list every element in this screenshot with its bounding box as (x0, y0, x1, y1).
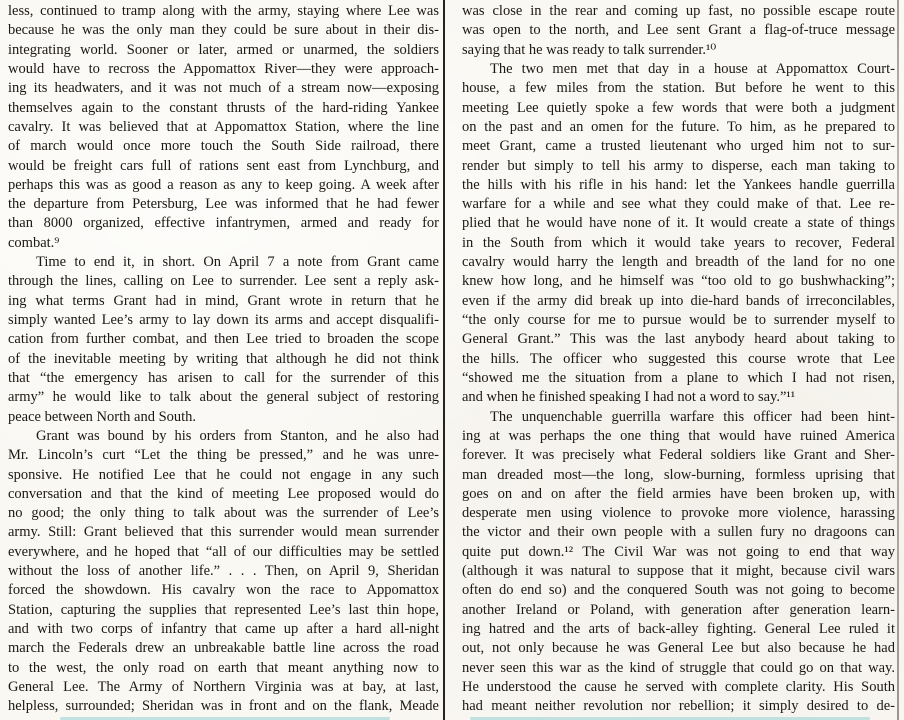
text-line: the hills. The officer who suggested this course wrote that Lee (462, 350, 895, 367)
text-line: in the South from which it would take years to recover, Federal (462, 234, 895, 251)
text-line: no good; the only thing to talk about was the surrender of Lee’s (8, 505, 439, 522)
text-line: never seen this war as the kind of struggle that could go on that way. (462, 659, 895, 676)
text-line: the victor and their own people with a sullen fury no dragoons can (462, 524, 895, 541)
text-line: would have to recross the Appomattox River—they were approach- (8, 60, 439, 77)
text-line: Time to end it, in short. On April 7 a note from Grant came (36, 254, 439, 271)
text-line: cavalry would harry the length and breadth of the land for no one (462, 254, 895, 271)
page-edge-line (897, 0, 899, 720)
text-line: through the lines, calling on Lee to surrender. Lee sent a reply ask- (8, 273, 439, 290)
text-line: cavalry. It was believed that at Appomattox Station, where the line (8, 118, 439, 135)
text-line: Mr. Lincoln’s curt “Let the thing be pressed,” and he was unre- (8, 447, 439, 464)
text-line: without the loss of another life.” . . . Then, on April 9, Sheridan (8, 563, 439, 580)
text-line: ing what terms Grant had in mind, Grant wrote in return that he (8, 292, 439, 309)
text-line: “the only course for me to pursue would be to surrender myself to (462, 312, 895, 328)
text-line: the departure from Petersburg, Lee was informed that he had fewer (8, 196, 439, 213)
text-line: plied that he would have none of it. It would create a state of things (462, 215, 895, 232)
text-line: of march would once more touch the South Side railroad, there (8, 138, 439, 155)
text-line: would be freight cars full of rations sent east from Lynchburg, and (8, 157, 439, 174)
text-line: perhaps this was as good a reason as any to keep going. A week after (8, 176, 439, 193)
text-line: General Lee. The Army of Northern Virginia was at bay, at last, (8, 678, 439, 695)
text-line: army. Still: Grant believed that this surrender would mean surrender (8, 524, 439, 541)
text-line: another Ireland or Poland, with generation after generation learn- (462, 601, 895, 618)
text-line: that “the emergency has arisen to call for the surrender of this (8, 369, 439, 386)
text-column-left (8, 2, 439, 717)
text-line: meet Grant, came a trusted lieutenant who urged him not to sur- (462, 138, 895, 155)
text-line: because he was the only man they could be sure about in their dis- (8, 22, 439, 39)
text-line: “showed me the situation from a plane to which I had not risen, (462, 369, 895, 386)
text-line: conversation and that the kind of meeting Lee proposed would do (8, 485, 439, 502)
text-line: ing its headwaters, and it was not much of a stream now—exposing (8, 80, 439, 97)
text-line: cation from further combat, and then Lee tried to broaden the scope (8, 331, 439, 348)
text-line: (although it was natural to suppose that it might, because civil wars (462, 563, 895, 580)
text-line: often do end so) and the conquered South was not going to become (462, 582, 895, 599)
text-line: everywhere, and he hoped that “all of our difficulties may be settled (8, 543, 439, 560)
text-line: The two men met that day in a house at Appomattox Court- (490, 60, 895, 77)
text-line: sponsive. He notified Lee that he could not engage in any such (8, 466, 439, 483)
text-line: General Grant.” This was the last anybody heard about taking to (462, 331, 895, 348)
text-line: goes on and on after the field armies have been broken up, with (462, 485, 895, 502)
text-line: of the inevitable meeting by writing that although he did not think (8, 350, 439, 367)
text-line: The unquenchable guerrilla warfare this officer had been hint- (490, 408, 895, 425)
text-line: He understood the cause he served with complete clarity. His South (462, 678, 895, 695)
text-column-right (462, 2, 895, 717)
text-line: out, not only because he was General Lee but also because he had (462, 640, 895, 657)
text-line: saying that he was ready to talk surrender.¹⁰ (462, 41, 717, 58)
text-line: house, a few miles from the station. But before he went to this (462, 80, 895, 97)
text-line: helpless, surrounded; Sheridan was in front and on the flank, Meade (8, 698, 439, 715)
text-line: Grant was bound by his orders from Stanton, and he also had (36, 427, 439, 444)
text-line: knew how long, and he himself was “too old to go bushwhacking”; (462, 273, 895, 290)
text-line: army” he would like to talk about the general subject of restoring (8, 389, 439, 406)
text-line: march the Federals drew an unbreakable battle line across the road (8, 640, 439, 657)
text-line: was close in the rear and coming up fast, no possible escape route (462, 3, 895, 19)
text-line: ing hatred and the arts of back-alley fighting. General Lee ruled it (462, 621, 895, 637)
text-line: was open to the north, and Lee sent Grant a flag-of-truce message (462, 22, 895, 39)
text-line: Station, capturing the supplies that represented Lee’s last thin hope, (8, 601, 439, 618)
text-line: on the past and an omen for the future. To him, as he prepared to (462, 118, 895, 135)
text-line: forever. It was precisely what Federal soldiers like Grant and Sher- (462, 447, 895, 464)
text-line: man dreaded most—the long, slow-burning, formless uprising that (462, 466, 895, 483)
text-line: render but simply to tell his army to disperse, each man taking to (462, 157, 895, 174)
text-line: than 8000 organized, effective infantrymen, armed and ready for (8, 215, 439, 232)
text-line: and with two corps of infantry that came up after a hard all-night (8, 621, 439, 637)
column-divider-rule (443, 0, 445, 720)
text-line: peace between North and South. (8, 408, 197, 425)
text-line: less, continued to tramp along with the army, staying where Lee was (8, 3, 439, 19)
text-line: had meant neither revolution nor rebellion; it simply desired to de- (462, 698, 895, 715)
text-line: forced the showdown. His cavalry won the race to Appomattox (8, 582, 439, 599)
text-line: ing at was perhaps the one thing that would have ruined America (462, 427, 895, 444)
text-line: to the west, the only road on earth that meant anything now to (8, 659, 439, 676)
text-line: simply wanted Lee’s army to lay down its arms and accept disqualifi- (8, 312, 439, 328)
text-line: warfare for a while and see what they could make of that. Lee re- (462, 196, 895, 213)
text-line: integrating world. Sooner or later, armed or unarmed, the soldiers (8, 41, 439, 58)
text-line: meeting Lee quietly spoke a few words that were both a judgment (462, 99, 895, 116)
text-line: and when he finished speaking I had not a word to say.”¹¹ (462, 389, 796, 406)
text-line: quite put down.¹² The Civil War was not going to end that way (462, 543, 895, 560)
text-line: combat.⁹ (8, 234, 60, 251)
text-line: even if the army did break up into die-hard bands of irreconcilables, (462, 292, 895, 309)
text-line: desperate men using violence to provoke more violence, harassing (462, 505, 895, 522)
text-line: themselves again to the constant thrusts of the hard-riding Yankee (8, 99, 439, 116)
text-line: the hills with his rifle in his hand: let the Yankees handle guerrilla (462, 176, 895, 193)
